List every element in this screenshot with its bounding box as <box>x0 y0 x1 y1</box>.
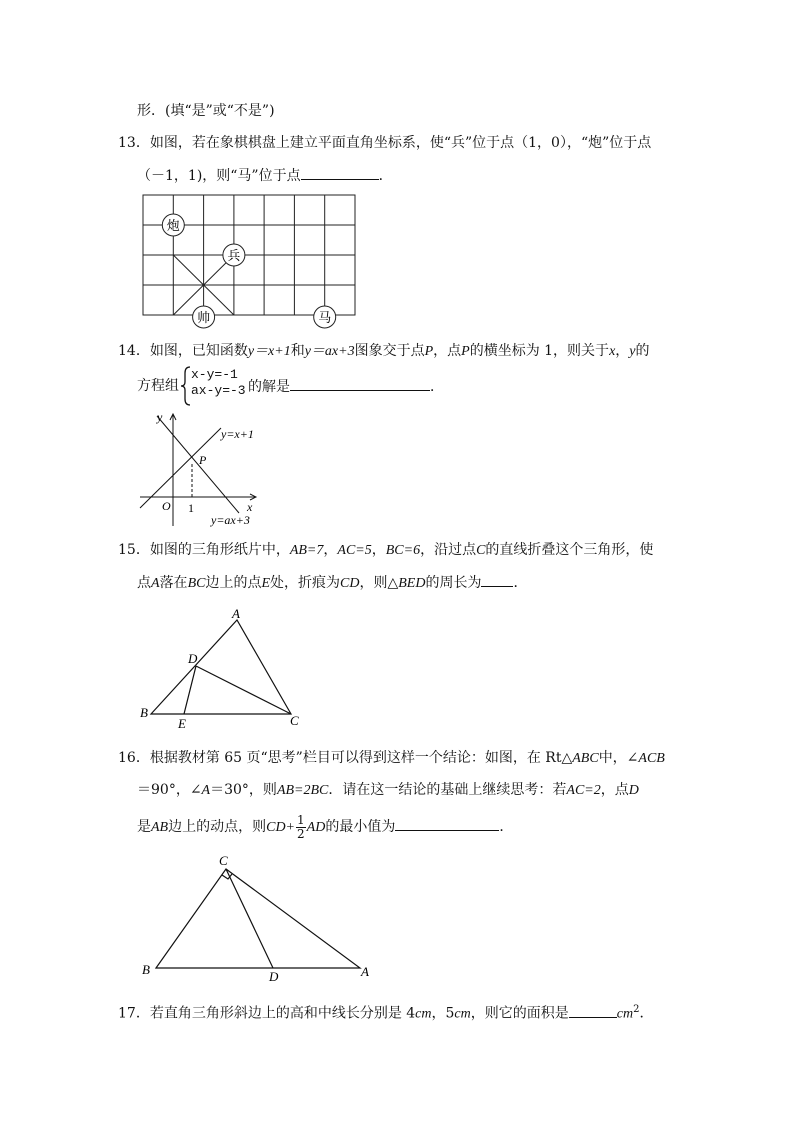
q16-text2c: ．请在这一结论的基础上继续思考：若 <box>328 782 567 798</box>
label-B: B <box>142 962 150 977</box>
label-C: C <box>219 853 228 868</box>
segment-de <box>184 666 196 714</box>
q14-text1c: 图象交于点 <box>354 343 425 359</box>
q15-e: E <box>261 576 271 591</box>
q14-text2b: 的解是 <box>248 379 290 395</box>
q17-text2: ，5 <box>431 1005 455 1022</box>
q15-c: C <box>476 543 486 558</box>
segment-cd <box>226 869 273 968</box>
triangle-fold-figure <box>136 604 308 732</box>
q13-text2b: ． <box>378 168 393 184</box>
piece-shuai-label: 帅 <box>197 311 211 326</box>
piece-bing-label: 兵 <box>227 249 241 264</box>
chess-board-figure <box>140 192 362 332</box>
label-D: D <box>269 969 279 984</box>
q17-cm2: cm <box>454 1006 471 1022</box>
triangle-abc <box>151 620 291 714</box>
label-D: D <box>188 651 198 666</box>
piece-pao-label: 炮 <box>166 219 180 234</box>
q16-line2 <box>137 780 639 801</box>
q13-line2 <box>137 165 393 186</box>
piece-ma <box>314 306 336 328</box>
q15-text2f: 的周长为 <box>425 575 482 591</box>
q14-text1e: 的横坐标为 1，则关于 <box>469 343 610 359</box>
q14-eq2: y＝ax+3 <box>304 344 355 359</box>
q16-answer-blank[interactable] <box>395 816 499 831</box>
q14-text1a: 14．如图，已知函数 <box>118 343 248 359</box>
q17-cm1: cm <box>415 1006 432 1022</box>
q14-text1d: ，点 <box>433 343 462 359</box>
q16-text2a: ＝90°，∠ <box>137 782 202 798</box>
graph-origin-label: O <box>162 499 171 513</box>
q16-ac2: AC=2 <box>566 783 601 798</box>
q16-acb: ACB <box>638 751 665 766</box>
graph-y-label: y <box>157 410 163 424</box>
q17-sup: 2 <box>633 1004 640 1015</box>
q13-answer-blank[interactable] <box>301 165 379 180</box>
q17-text1: 17．若直角三角形斜边上的高和中线长分别是 4 <box>118 1005 416 1022</box>
q15-text1b: ，沿过点 <box>420 542 477 558</box>
q15-text2a: 点 <box>137 575 151 591</box>
q16-text2d: ，点 <box>600 782 629 798</box>
q14-line2 <box>137 376 179 396</box>
piece-shuai <box>193 306 215 328</box>
q14-text2c: ． <box>430 379 444 395</box>
right-triangle-figure <box>138 850 376 984</box>
q15-text1a: 15．如图的三角形纸片中， <box>118 542 290 558</box>
label-B: B <box>140 705 148 720</box>
q14-p1: P <box>424 344 434 359</box>
equation-system <box>191 367 246 399</box>
q16-d: D <box>628 783 639 798</box>
system-eq1: x-y=-1 <box>191 367 238 382</box>
q15-bc: BC=6 <box>385 543 421 558</box>
q15-text2c: 边上的点 <box>205 575 262 591</box>
q12-tail-text: 形．(填“是”或“不是”) <box>137 103 275 119</box>
q13-text1: 13．如图，若在象棋棋盘上建立平面直角坐标系，使“兵”位于点（1，0），“炮”位于点 <box>118 135 652 151</box>
line-y-x-plus-1 <box>140 428 221 508</box>
q15-bed: BED <box>398 576 426 591</box>
q15-a: A <box>151 576 160 591</box>
fraction-numerator: 1 <box>297 812 305 827</box>
label-E: E <box>178 716 186 731</box>
q17-text3: ，则它的面积是 <box>470 1005 569 1022</box>
q13-line1 <box>118 133 651 153</box>
q15-text2g: ． <box>513 575 528 591</box>
q16-text3b: 边上的动点，则 <box>168 819 267 835</box>
graph-line2-label: y=ax+3 <box>211 513 250 527</box>
triangle-abc-right <box>156 869 360 968</box>
graph-p-label: P <box>199 453 207 467</box>
q16-ab2bc: AB=2BC <box>276 783 329 798</box>
q14-p2: P <box>461 344 470 359</box>
q14-line1 <box>118 341 650 362</box>
q16-text3c: 的最小值为 <box>325 819 396 835</box>
q16-a1: A <box>201 783 211 798</box>
q14-answer-blank[interactable] <box>290 376 430 391</box>
q15-ac: AC=5 <box>337 543 372 558</box>
q15-text2d: 处，折痕为 <box>270 575 341 591</box>
q14-text2a: 方程组 <box>137 378 179 394</box>
label-A: A <box>361 964 369 979</box>
graph-line1-label: y=x+1 <box>221 427 254 441</box>
system-eq2: ax-y=-3 <box>191 383 246 398</box>
q15-sep1: ， <box>323 542 338 558</box>
fraction-one-half <box>296 814 306 841</box>
label-C: C <box>290 713 299 728</box>
q16-cd: CD+ <box>266 820 296 835</box>
q16-abc: ABC <box>572 751 599 766</box>
q15-text1c: 的直线折叠这个三角形，使 <box>485 542 654 558</box>
q16-line3 <box>137 812 513 843</box>
q15-line1 <box>118 540 653 561</box>
q14-eq1: y＝x+1 <box>247 344 291 359</box>
q16-text1a: 16．根据教材第 65 页“思考”栏目可以得到这样一个结论：如图，在 Rt△ <box>118 750 573 766</box>
q14-text1b: 和 <box>290 343 305 359</box>
q15-cd: CD <box>340 576 360 591</box>
q14-text1f: 的 <box>635 343 650 359</box>
q16-ad: AD <box>306 820 326 835</box>
q15-bc2: BC <box>187 576 206 591</box>
q15-text2e: ，则△ <box>359 575 399 591</box>
label-A: A <box>232 606 240 621</box>
q16-ab: AB <box>151 820 169 835</box>
fraction-denominator: 2 <box>297 826 305 841</box>
q16-text2b: ＝30°，则 <box>210 782 277 798</box>
q12-tail <box>137 101 275 121</box>
q14-line2b <box>248 376 444 397</box>
q15-line2 <box>137 572 527 594</box>
piece-bing <box>223 244 245 266</box>
q15-answer-blank[interactable] <box>481 572 513 587</box>
q15-ab: AB=7 <box>289 543 324 558</box>
graph-x-label: x <box>247 500 253 514</box>
chess-board-grid <box>143 195 355 315</box>
q13-text2a: （－1，1)，则“马”位于点 <box>137 168 301 184</box>
q15-sep2: ， <box>371 542 386 558</box>
q14-y: y <box>629 344 636 359</box>
q16-text3d: ． <box>499 819 514 835</box>
q15-text2b: 落在 <box>159 575 188 591</box>
q14-x: x <box>609 344 616 359</box>
q17-text4: ． <box>639 1005 654 1022</box>
piece-pao <box>162 214 184 236</box>
q16-line1 <box>118 748 665 769</box>
q16-text3a: 是 <box>137 819 151 835</box>
q14-comma: ， <box>615 343 630 359</box>
piece-ma-label: 马 <box>318 311 332 326</box>
q16-text1b: 中，∠ <box>598 750 639 766</box>
q17-answer-blank[interactable] <box>569 1003 617 1018</box>
q17-cm3: cm <box>616 1006 634 1022</box>
q17-line1 <box>118 1000 653 1025</box>
graph-one-label: 1 <box>188 501 194 515</box>
function-graph-figure <box>135 408 275 530</box>
